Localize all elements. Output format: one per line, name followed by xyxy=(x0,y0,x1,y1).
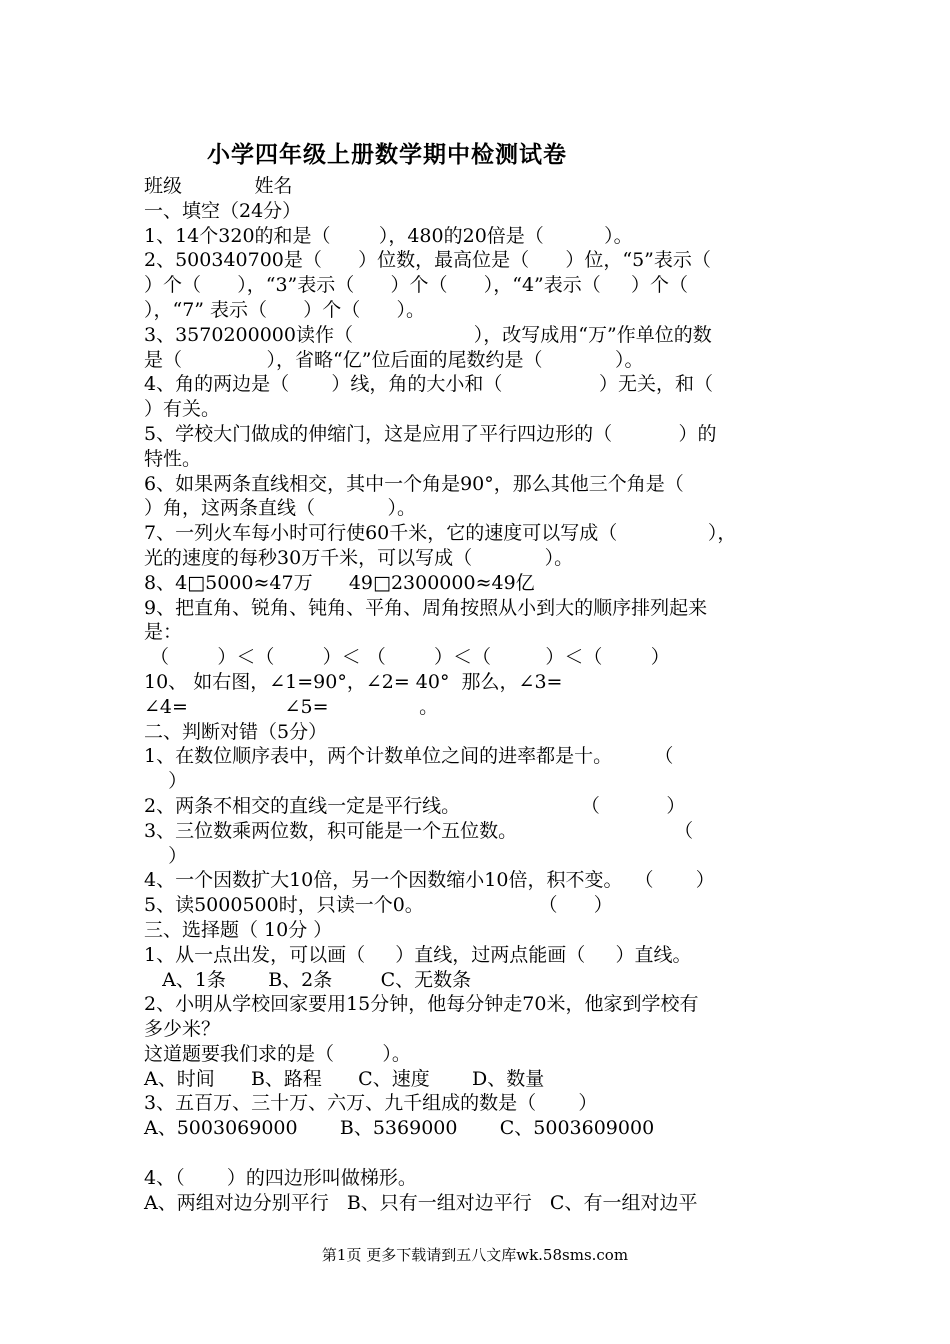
text-line: 4、一个因数扩大10倍，另一个因数缩小10倍，积不变。 （ ） xyxy=(144,869,715,892)
text-line: 2、500340700是（ ）位数，最高位是（ ）位，“5”表示（ xyxy=(144,249,711,272)
text-line: 6、如果两条直线相交，其中一个角是90°，那么其他三个角是（ xyxy=(144,472,684,495)
text-line: 是： xyxy=(144,621,183,644)
text-line: 1、从一点出发，可以画（ ）直线，过两点能画（ ）直线。 xyxy=(144,943,692,966)
page-footer: 第1页 更多下载请到五八文库wk.58sms.com xyxy=(321,1246,629,1264)
text-line: ），“7” 表示（ ）个（ ）。 xyxy=(144,298,426,321)
text-line: 4、角的两边是（ ）线，角的大小和（ ）无关，和（ xyxy=(144,373,713,396)
text-line: 是（ ），省略“亿”位后面的尾数约是（ ）。 xyxy=(144,348,644,371)
text-line: 1、14个320的和是（ ），480的20倍是（ ）。 xyxy=(144,224,633,247)
text-line: 一、填空（24分） xyxy=(144,199,302,222)
exam-body xyxy=(144,174,810,1215)
text-line: A、两组对边分别平行 B、只有一组对边平行 C、有一组对边平 xyxy=(144,1191,698,1214)
text-line: ）个（ ），“3”表示（ ）个（ ），“4”表示（ ）个（ xyxy=(144,274,688,297)
text-line: 3、五百万、三十万、六万、九千组成的数是（ ） xyxy=(144,1092,598,1115)
text-line: 3、3570200000读作（ ），改写成用“万”作单位的数 xyxy=(144,323,712,346)
text-line: ）有关。 xyxy=(144,398,221,421)
text-line: ） xyxy=(144,844,188,867)
text-line: 2、两条不相交的直线一定是平行线。 （ ） xyxy=(144,794,686,817)
text-line: 4、（ ）的四边形叫做梯形。 xyxy=(144,1166,417,1189)
text-line: A、1条 B、2条 C、无数条 xyxy=(144,968,472,991)
text-line: 这道题要我们求的是（ ）。 xyxy=(144,1042,411,1065)
text-line: ∠4= ∠5= 。 xyxy=(144,695,439,718)
text-line: 班级 姓名 xyxy=(144,175,293,197)
text-line: 三、选择题（ 10分 ） xyxy=(144,918,333,941)
text-line: 2、小明从学校回家要用15分钟，他每分钟走70米，他家到学校有 xyxy=(144,993,699,1016)
text-line: ）角，这两条直线（ ）。 xyxy=(144,497,416,520)
text-line: A、时间 B、路程 C、速度 D、数量 xyxy=(144,1067,545,1090)
text-line: 光的速度的每秒30万千米，可以写成（ ）。 xyxy=(144,546,574,569)
text-line: A、5003069000 B、5369000 C、5003609000 xyxy=(144,1117,655,1140)
text-line: 3、三位数乘两位数，积可能是一个五位数。 （ xyxy=(144,819,694,842)
text-line: 7、一列火车每小时可行使60千米，它的速度可以写成（ ）， xyxy=(144,522,737,545)
text-line: 9、把直角、锐角、钝角、平角、周角按照从小到大的顺序排列起来 xyxy=(144,596,708,619)
text-line: 5、读5000500时，只读一个0。 （ ） xyxy=(144,894,613,917)
text-line: 5、学校大门做成的伸缩门，这是应用了平行四边形的（ ）的 xyxy=(144,422,717,445)
text-line: 多少米？ xyxy=(144,1018,221,1041)
text-line: （ ）＜（ ）＜ （ ）＜（ ）＜（ ） xyxy=(144,646,670,669)
text-line: 10、 如右图，∠1=90°，∠2= 40° 那么，∠3= xyxy=(144,670,563,693)
page-title: 小学四年级上册数学期中检测试卷 xyxy=(207,141,567,168)
text-line: 1、在数位顺序表中，两个计数单位之间的进率都是十。 （ xyxy=(144,745,674,768)
text-line: ） xyxy=(144,770,188,793)
text-line: 特性。 xyxy=(144,447,202,470)
text-line xyxy=(144,1141,810,1166)
text-line: 二、判断对错（5分） xyxy=(144,720,328,743)
text-line: 8、4□5000≈47万 49□2300000≈49亿 xyxy=(144,571,535,594)
